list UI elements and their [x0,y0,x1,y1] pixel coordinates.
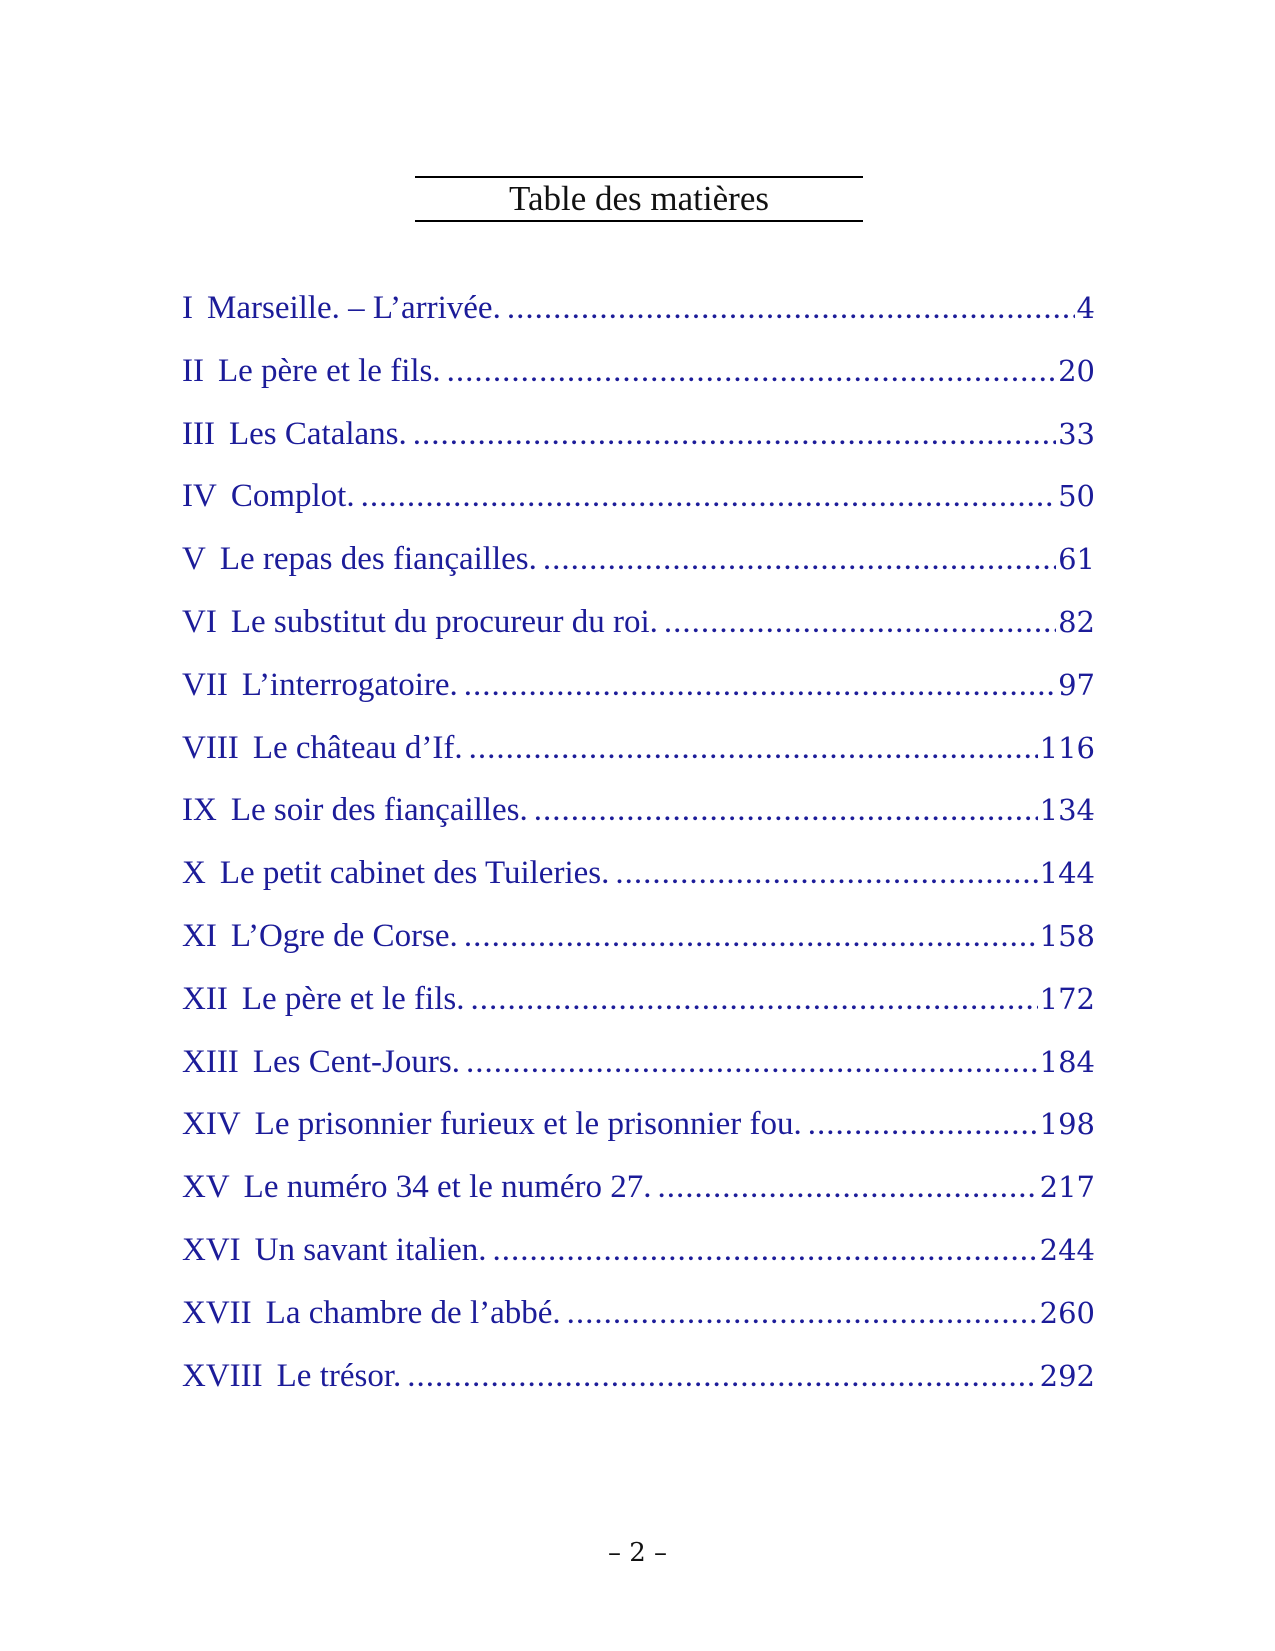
toc-entry[interactable] [182,1358,1095,1421]
chapter-number: II [182,352,204,389]
toc-entry[interactable] [182,918,1095,981]
chapter-title: Le repas des fiançailles. [219,541,537,578]
dot-leader [361,478,1056,515]
chapter-number: XVI [182,1231,241,1268]
chapter-title: Le numéro 34 et le numéro 27. [243,1169,652,1206]
chapter-number: VII [182,666,228,703]
dot-leader [493,1232,1038,1269]
dot-leader [507,290,1075,327]
chapter-number: VI [182,603,217,640]
dot-leader [534,792,1038,829]
page-reference: 198 [1039,1107,1095,1142]
chapter-title: Le soir des fiançailles. [230,792,528,829]
chapter-number: I [182,290,193,326]
chapter-number: XVII [182,1294,252,1331]
chapter-title: Le père et le fils. [241,980,465,1017]
dot-leader [413,416,1056,453]
toc-entry[interactable] [182,667,1095,730]
page-reference: 50 [1058,479,1095,514]
chapter-number: X [182,855,206,892]
toc-entry[interactable] [182,1232,1095,1295]
dot-leader [447,353,1056,390]
dot-leader [567,1295,1038,1332]
page-reference: 292 [1039,1358,1095,1393]
dot-leader [464,918,1038,955]
toc-entry[interactable] [182,855,1095,918]
page-reference: 144 [1039,856,1095,891]
page-reference: 217 [1039,1170,1095,1205]
chapter-number: IX [182,792,217,829]
chapter-number: VIII [182,729,239,766]
page-reference: 244 [1039,1232,1095,1267]
chapter-number: IV [182,478,217,515]
toc-list [182,290,1095,1420]
dot-leader [407,1358,1037,1395]
chapter-title: Le père et le fils. [217,352,441,389]
chapter-title: Un savant italien. [254,1231,487,1268]
page-reference: 184 [1039,1044,1095,1079]
toc-entry[interactable] [182,1106,1095,1169]
page-reference: 4 [1076,291,1095,325]
toc-entry[interactable] [182,1169,1095,1232]
chapter-title: Le château d’If. [252,729,463,766]
chapter-title: Le petit cabinet des Tuileries. [219,855,610,892]
page-reference: 82 [1058,604,1095,639]
dot-leader [464,667,1056,704]
chapter-number: XVIII [182,1357,263,1394]
toc-entry[interactable] [182,792,1095,855]
toc-entry[interactable] [182,541,1095,604]
page-reference: 116 [1039,730,1095,765]
dot-leader [470,981,1037,1018]
toc-entry[interactable] [182,730,1095,793]
chapter-number: XII [182,980,228,1017]
page-reference: 172 [1039,981,1095,1016]
toc-entry[interactable] [182,416,1095,479]
toc-entry[interactable] [182,478,1095,541]
chapter-title: Les Catalans. [228,415,407,452]
chapter-title: Marseille. – L’arrivée. [207,290,501,326]
chapter-number: XV [182,1169,230,1206]
toc-entry[interactable] [182,1295,1095,1358]
dot-leader [466,1044,1038,1081]
chapter-number: XIV [182,1106,241,1143]
page-number: – 2 – [607,1538,668,1568]
chapter-title: L’Ogre de Corse. [230,917,458,954]
page-reference: 97 [1058,667,1095,702]
page-reference: 134 [1039,793,1095,828]
chapter-title: L’interrogatoire. [241,666,458,703]
chapter-number: V [182,541,206,578]
toc-entry[interactable] [182,353,1095,416]
page-reference: 158 [1039,918,1095,953]
chapter-number: XI [182,917,217,954]
chapter-title: Le substitut du procureur du roi. [230,603,658,640]
chapter-title: Complot. [230,478,355,515]
dot-leader [469,730,1038,767]
toc-entry[interactable] [182,1044,1095,1107]
page-reference: 260 [1039,1295,1095,1330]
dot-leader [543,541,1056,578]
toc-entry[interactable] [182,604,1095,667]
dot-leader [657,1169,1037,1206]
dot-leader [808,1106,1038,1143]
chapter-title: La chambre de l’abbé. [265,1294,561,1331]
page-reference: 20 [1058,353,1095,388]
dot-leader [615,855,1037,892]
page-reference: 61 [1058,542,1095,577]
dot-leader [664,604,1056,641]
chapter-number: XIII [182,1043,239,1080]
toc-heading: Table des matières [415,176,863,222]
toc-entry[interactable] [182,290,1095,353]
chapter-number: III [182,415,215,452]
toc-entry[interactable] [182,981,1095,1044]
page-reference: 33 [1058,416,1095,451]
chapter-title: Le trésor. [276,1357,402,1394]
chapter-title: Le prisonnier furieux et le prisonnier fou. [254,1106,802,1143]
chapter-title: Les Cent-Jours. [252,1043,460,1080]
